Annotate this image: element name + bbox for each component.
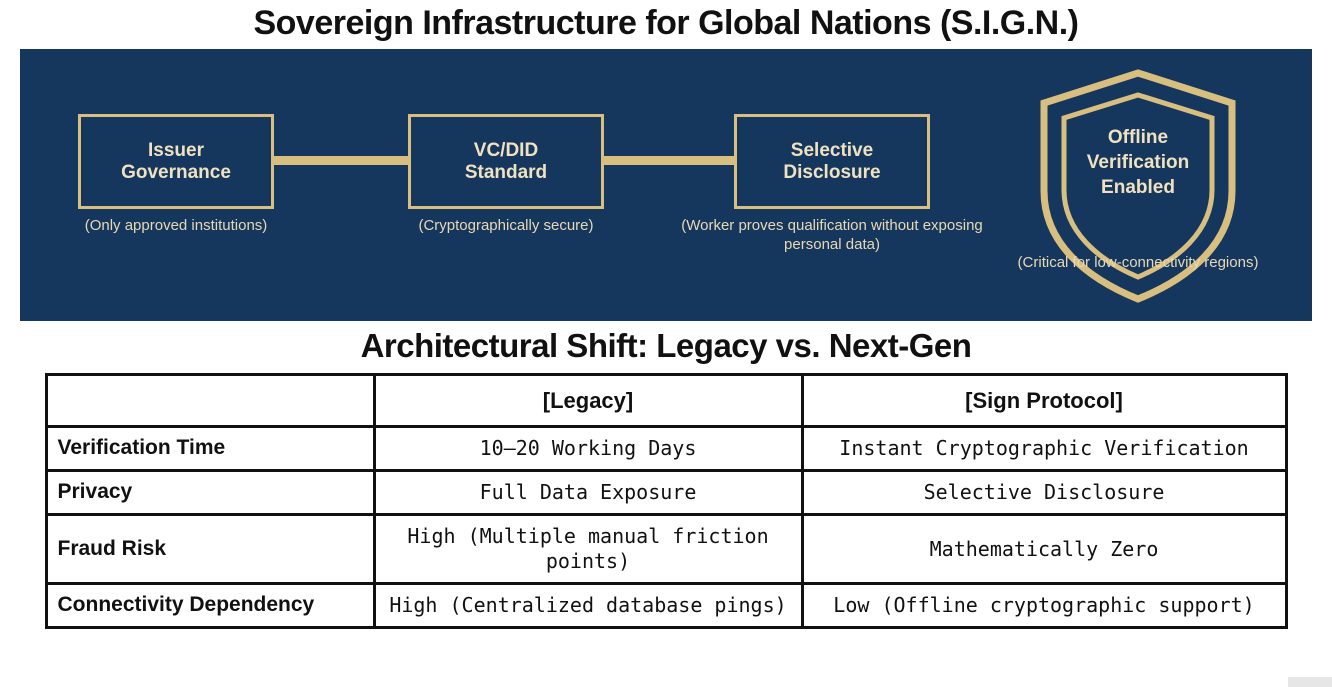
cell-sign-verification-time: Instant Cryptographic Verification	[802, 427, 1286, 471]
shield-line3: Enabled	[1101, 177, 1175, 199]
diagram-node-selective-disclosure	[734, 114, 930, 209]
page-title: Sovereign Infrastructure for Global Nations (S.I.G.N.)	[253, 4, 1079, 42]
node-selective-disclosure-line1: Selective	[790, 139, 874, 161]
caption-selective-disclosure: (Worker proves qualification without exposing personal data)	[681, 217, 983, 253]
table-row	[46, 427, 1286, 471]
row-label-fraud-risk: Fraud Risk	[46, 515, 374, 584]
cell-legacy-verification-time: 10–20 Working Days	[374, 427, 802, 471]
connector-issuer-to-vcdid	[274, 156, 408, 165]
cell-legacy-fraud-risk: High (Multiple manual friction points)	[374, 515, 802, 584]
cell-sign-fraud-risk: Mathematically Zero	[802, 515, 1286, 584]
table-header-sign-protocol: [Sign Protocol]	[802, 375, 1286, 427]
architecture-diagram	[20, 49, 1312, 321]
shield-line2: Verification	[1086, 152, 1190, 174]
diagram-node-vcdid-standard	[408, 114, 604, 209]
diagram-node-issuer-governance	[78, 114, 274, 209]
row-label-verification-time: Verification Time	[46, 427, 374, 471]
cell-legacy-privacy: Full Data Exposure	[374, 471, 802, 515]
node-selective-disclosure-line2: Disclosure	[783, 161, 881, 183]
node-issuer-governance-line1: Issuer	[148, 139, 204, 161]
node-vcdid-line2: Standard	[464, 161, 548, 183]
table-header-row	[46, 375, 1286, 427]
node-issuer-governance-line2: Governance	[121, 161, 231, 183]
table-row	[46, 471, 1286, 515]
table-header-blank	[46, 375, 374, 427]
connector-vcdid-to-selective-disclosure	[604, 156, 734, 165]
row-label-privacy: Privacy	[46, 471, 374, 515]
table-header-legacy: [Legacy]	[374, 375, 802, 427]
corner-artifact	[1288, 677, 1332, 687]
table-row	[46, 584, 1286, 628]
caption-offline-verification: (Critical for low-connectivity regions)	[1017, 254, 1259, 271]
node-vcdid-line1: VC/DID	[473, 139, 539, 161]
comparison-table	[45, 373, 1288, 629]
shield-label	[1020, 125, 1256, 200]
cell-sign-connectivity-dependency: Low (Offline cryptographic support)	[802, 584, 1286, 628]
cell-sign-privacy: Selective Disclosure	[802, 471, 1286, 515]
table-row	[46, 515, 1286, 584]
section-title: Architectural Shift: Legacy vs. Next-Gen	[360, 327, 972, 364]
cell-legacy-connectivity-dependency: High (Centralized database pings)	[374, 584, 802, 628]
shield-line1: Offline	[1107, 127, 1169, 148]
caption-issuer-governance: (Only approved institutions)	[84, 217, 268, 234]
caption-vcdid-standard: (Cryptographically secure)	[418, 217, 594, 234]
row-label-connectivity-dependency: Connectivity Dependency	[46, 584, 374, 628]
